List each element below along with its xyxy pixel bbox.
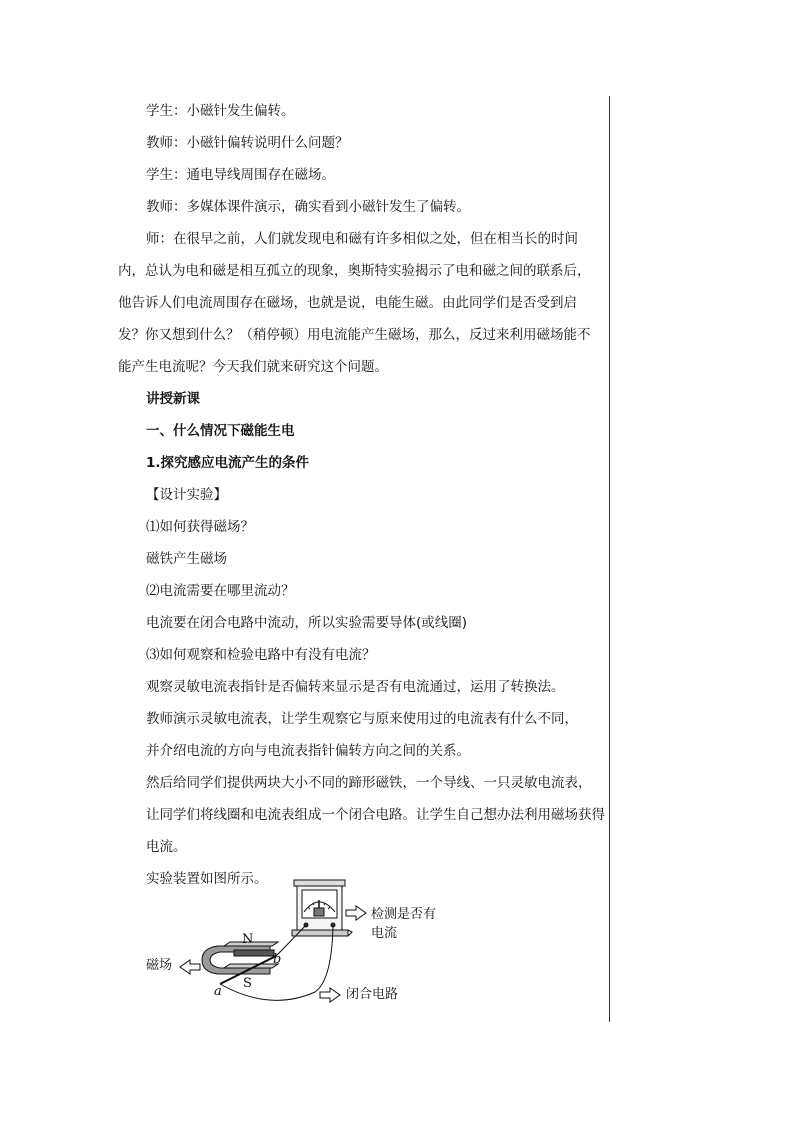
answer-2: 电流要在闭合电路中流动，所以实验需要导体(或线圈) [146, 615, 468, 631]
apparatus-drawing [140, 872, 470, 1012]
design-experiment-heading: 【设计实验】 [146, 487, 227, 503]
label-detect-current-line-1: 检测是否有 [371, 907, 437, 922]
label-closed-circuit: 闭合电路 [346, 987, 399, 1002]
paragraph-materials-line-3: 电流。 [146, 839, 187, 855]
experiment-apparatus-figure [140, 872, 470, 1012]
label-pole-n: N [242, 932, 254, 947]
label-pole-s: S [243, 976, 252, 991]
arrow-detect-current [346, 906, 366, 920]
paragraph-intro-line-1: 师：在很早之前，人们就发现电和磁有许多相似之处，但在相当长的时间 [146, 231, 578, 247]
galvanometer [292, 880, 352, 936]
paragraph-intro-line-5: 能产生电流呢？今天我们就来研究这个问题。 [118, 359, 388, 375]
arrow-closed-circuit [320, 988, 340, 1002]
paragraph-teacher-1: 教师：小磁针偏转说明什么问题？ [146, 135, 349, 151]
paragraph-teacher-demo-line-2: 并介绍电流的方向与电流表指针偏转方向之间的关系。 [146, 743, 470, 759]
answer-3: 观察灵敏电流表指针是否偏转来显示是否有电流通过，运用了转换法。 [146, 679, 565, 695]
question-2: ⑵电流需要在哪里流动？ [146, 583, 295, 599]
paragraph-student-2: 学生：通电导线周围存在磁场。 [146, 167, 335, 183]
label-detect-current-line-2: 电流 [371, 926, 398, 941]
paragraph-intro-line-2: 内，总认为电和磁是相互孤立的现象，奥斯特实验揭示了电和磁之间的联系后， [118, 263, 591, 279]
table-right-border [609, 96, 610, 1022]
paragraph-teacher-2: 教师：多媒体课件演示，确实看到小磁针发生了偏转。 [146, 199, 470, 215]
section-heading-part-one: 一、什么情况下磁能生电 [146, 423, 295, 439]
label-point-a: a [214, 984, 222, 999]
label-magnetic-field: 磁场 [146, 958, 173, 973]
horseshoe-magnet [202, 942, 278, 974]
section-heading-explore: 1.探究感应电流产生的条件 [146, 455, 310, 471]
question-1: ⑴如何获得磁场？ [146, 519, 254, 535]
paragraph-figure-intro: 实验装置如图所示。 [146, 871, 268, 887]
arrow-magnetic-field [180, 960, 200, 974]
section-heading-new-lesson: 讲授新课 [146, 391, 200, 407]
paragraph-materials-line-2: 让同学们将线圈和电流表组成一个闭合电路。让学生自己想办法利用磁场获得 [146, 807, 605, 823]
paragraph-student-1: 学生：小磁针发生偏转。 [146, 103, 295, 119]
answer-1: 磁铁产生磁场 [146, 551, 227, 567]
paragraph-materials-line-1: 然后给同学们提供两块大小不同的蹄形磁铁，一个导线、一只灵敏电流表， [146, 775, 592, 791]
label-point-b: b [273, 952, 282, 967]
paragraph-intro-line-4: 发？你又想到什么？（稍停顿）用电流能产生磁场，那么，反过来利用磁场能不 [118, 327, 591, 343]
question-3: ⑶如何观察和检验电路中有没有电流？ [146, 647, 376, 663]
paragraph-teacher-demo-line-1: 教师演示灵敏电流表，让学生观察它与原来使用过的电流表有什么不同， [146, 711, 578, 727]
paragraph-intro-line-3: 他告诉人们电流周围存在磁场，也就是说，电能生磁。由此同学们是否受到启 [118, 295, 577, 311]
